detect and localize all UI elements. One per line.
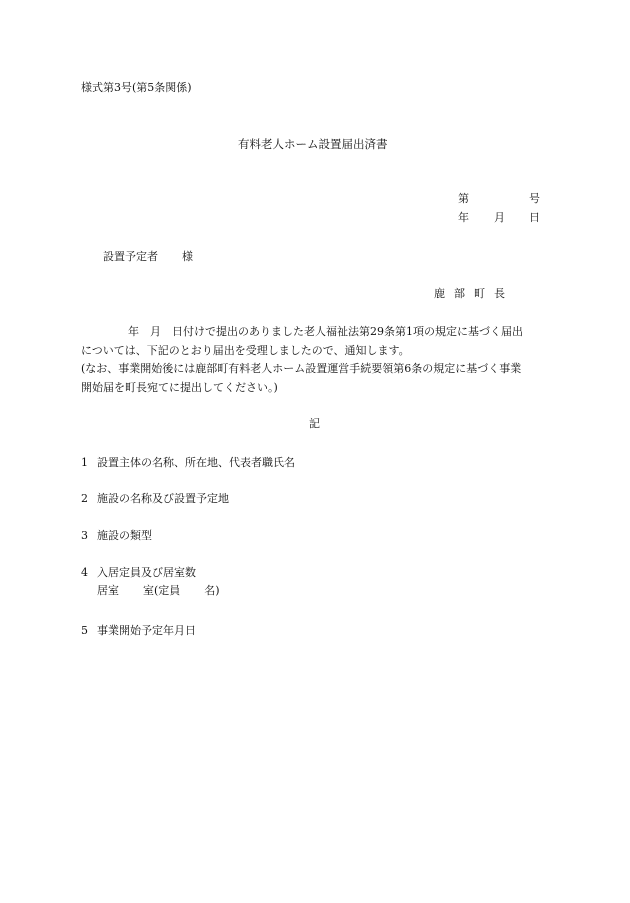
notice-number-prefix: 第 [458,192,469,205]
list-item-number: 1 [81,456,88,469]
date-year-label: 年 [458,211,469,224]
list-item-label: 設置主体の名称、所在地、代表者職氏名 [97,456,295,469]
list-item-number: 3 [81,529,88,542]
date-month-label: 月 [494,211,505,224]
list-item-number: 5 [81,624,88,637]
body-line-2: については、下記のとおり届出を受理しましたので、通知します。 [81,343,410,357]
ki-heading: 記 [309,417,320,430]
body-line-1-text: 年 月 日付けで提出のありました老人福祉法第29条第1項の規定に基づく届出 [128,325,523,338]
list-item-number: 2 [81,492,88,505]
rooms-unit: 室(定員 [143,584,181,597]
body-line-4: 開始届を町長宛てに提出してください。) [81,380,278,394]
body-line-1 [81,323,553,342]
list-item-3 [81,530,152,541]
notice-number-suffix: 号 [529,192,540,205]
rooms-label: 居室 [97,584,119,597]
body-line-3: (なお、事業開始後には鹿部町有料老人ホーム設置運営手続要領第6条の規定に基づく事業 [81,362,522,375]
list-item-label: 入居定員及び居室数 [97,566,196,579]
list-item-2 [81,493,229,504]
list-item-4-detail [97,585,220,596]
list-item-4 [81,567,196,578]
form-number: 様式第3号(第5条関係) [81,81,192,94]
list-item-5 [81,625,196,636]
list-item-1 [81,457,295,468]
list-item-label: 事業開始予定年月日 [97,624,196,637]
document-title: 有料老人ホーム設置届出済書 [238,137,388,151]
date-day-label: 日 [529,211,540,224]
list-item-label: 施設の類型 [97,529,152,542]
list-item-number: 4 [81,566,88,579]
notice-body [81,323,553,397]
addressee-honorific: 様 [182,250,193,263]
addressee-name: 設置予定者 [103,250,158,263]
issuer-name: 鹿部町長 [434,287,514,300]
capacity-unit: 名) [204,584,220,597]
list-item-label: 施設の名称及び設置予定地 [97,492,229,505]
